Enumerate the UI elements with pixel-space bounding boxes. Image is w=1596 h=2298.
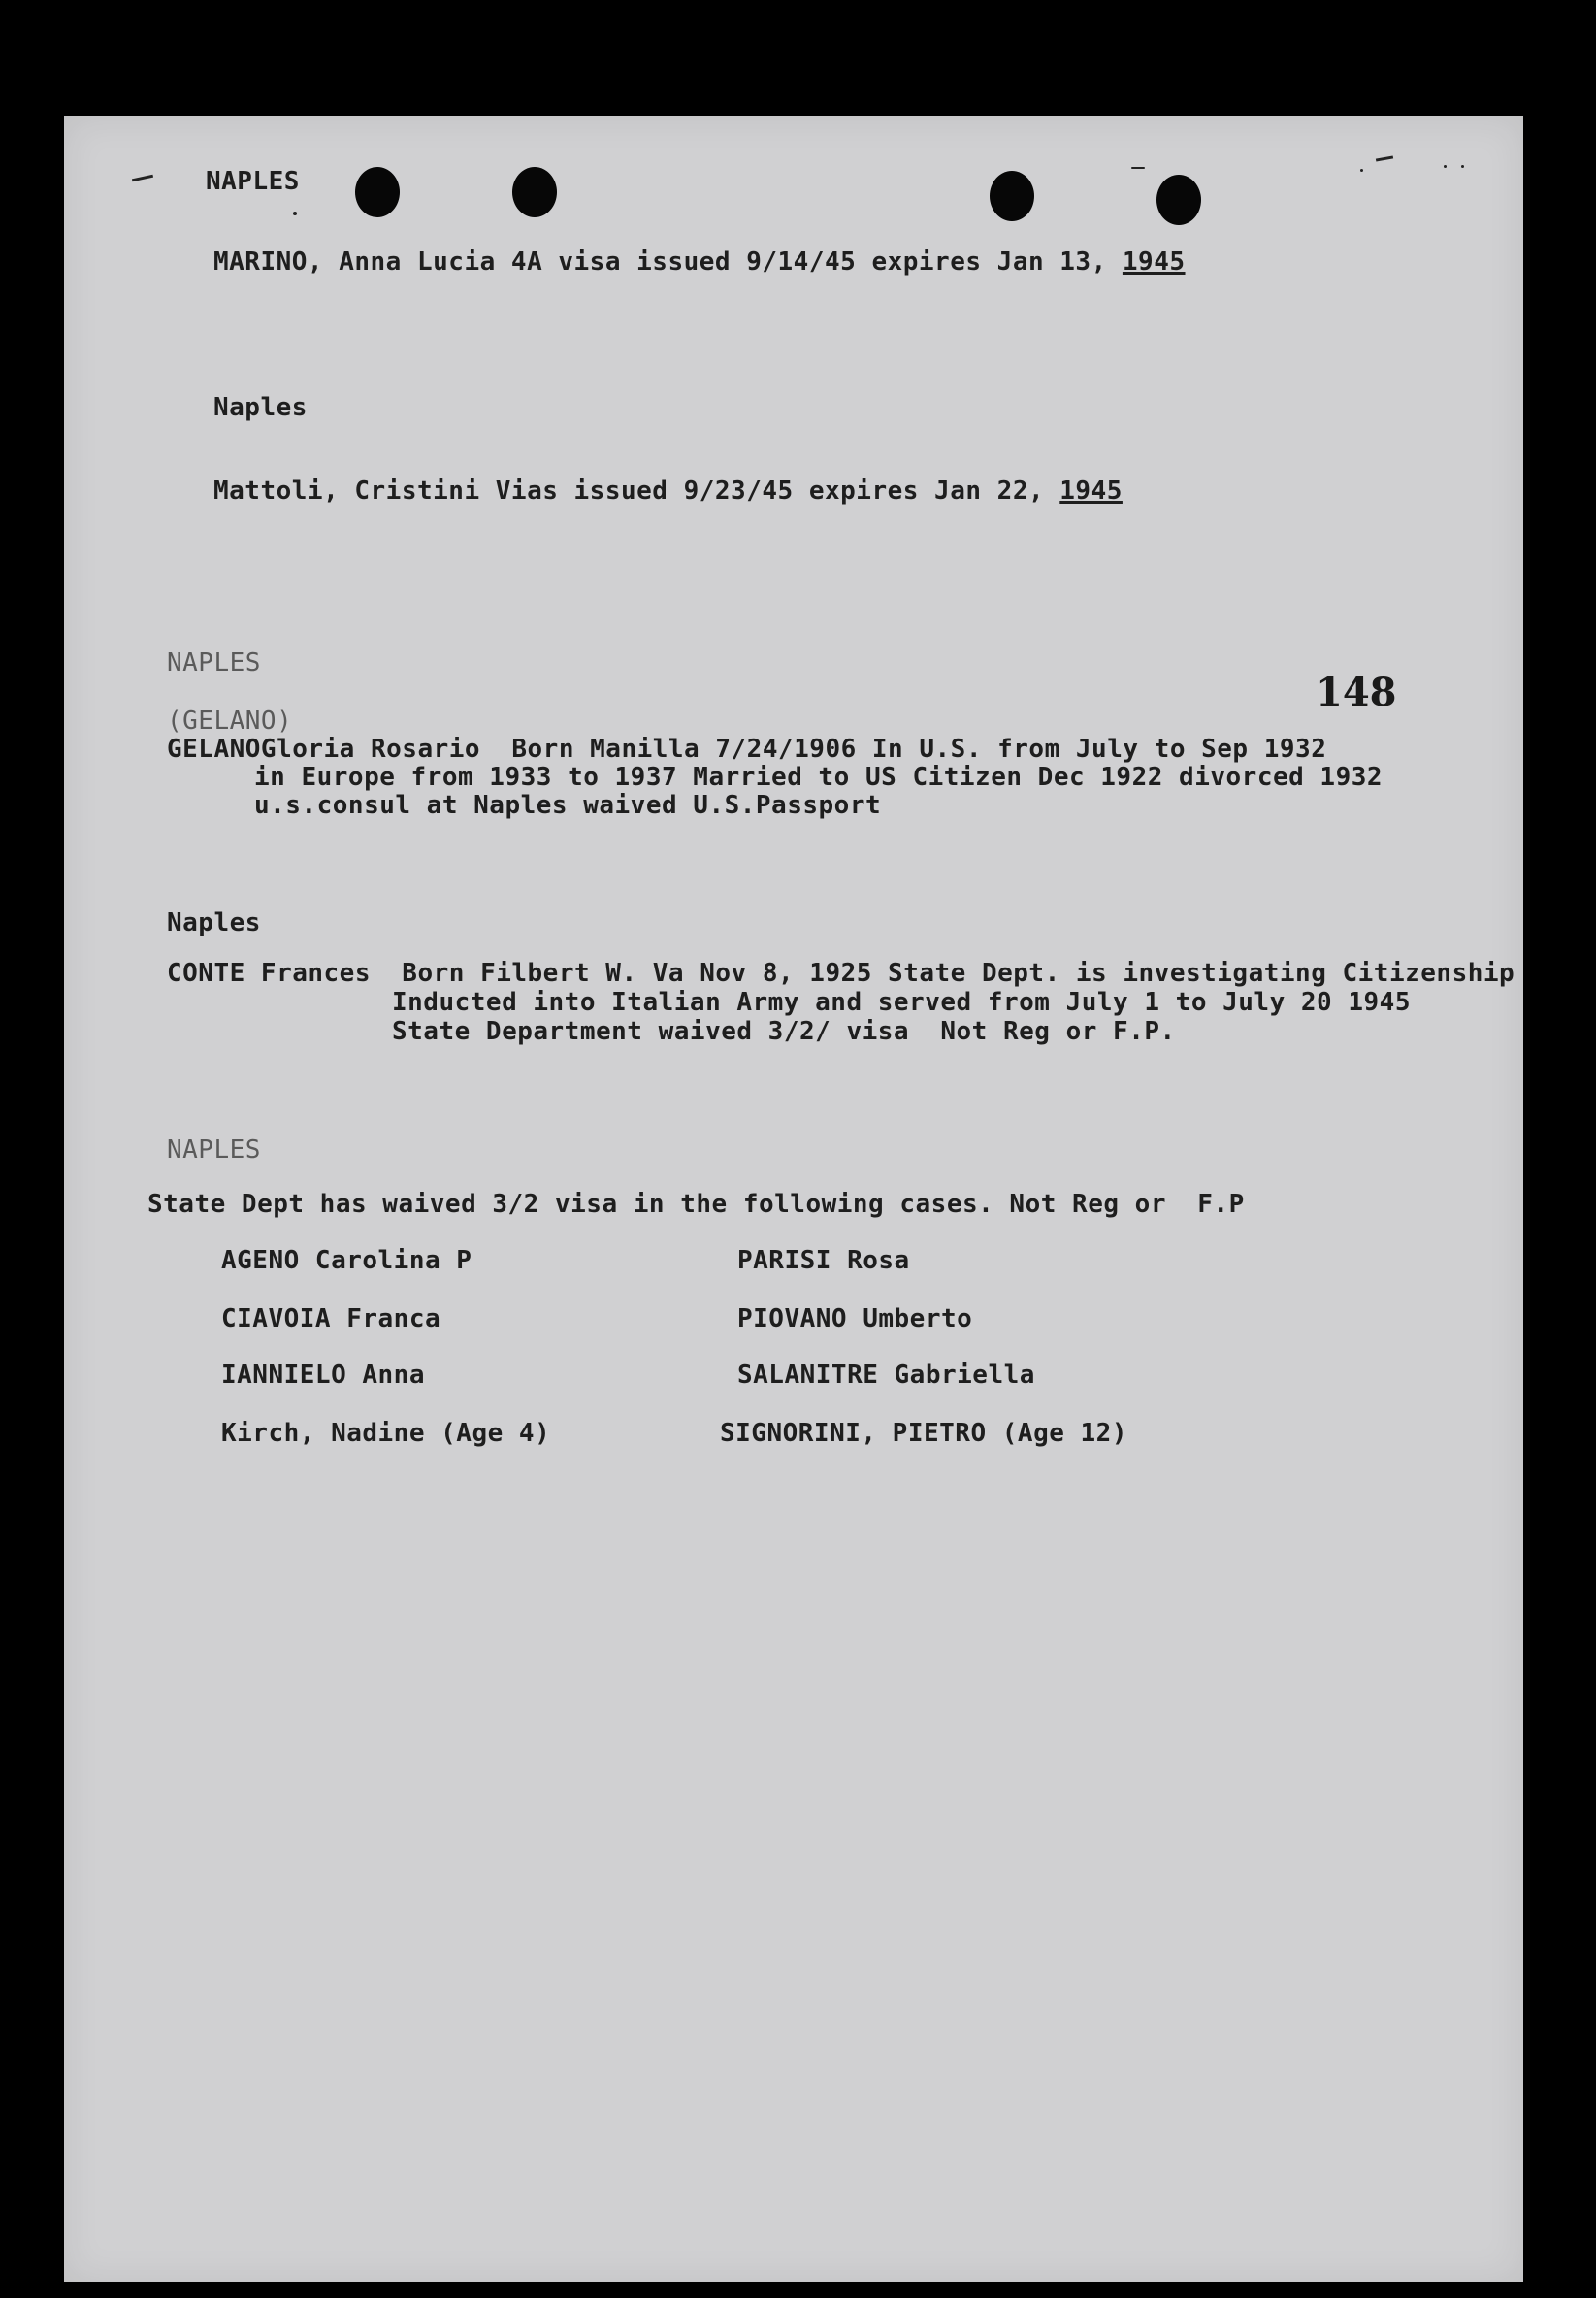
entry-alias: (GELANO) xyxy=(167,706,293,736)
name-item: CIAVOIA Franca xyxy=(221,1304,441,1333)
entry-line: u.s.consul at Naples waived U.S.Passport xyxy=(254,791,882,820)
entry-line: CONTE Frances Born Filbert W. Va Nov 8, 1925 State Dept. is investigating Citizenship xyxy=(167,959,1515,988)
entry-line: Inducted into Italian Army and served from July 1 to July 20 1945 xyxy=(392,988,1411,1017)
punch-hole xyxy=(990,171,1034,221)
speck xyxy=(1131,167,1145,169)
document-page xyxy=(64,116,1523,2282)
name-item: Kirch, Nadine (Age 4) xyxy=(221,1419,551,1448)
underlined-year: 1945 xyxy=(1122,247,1186,277)
punch-hole xyxy=(512,167,557,217)
entry-line xyxy=(213,247,1186,277)
name-item: PARISI Rosa xyxy=(737,1246,910,1275)
entry-line xyxy=(213,476,1123,506)
entry-heading: Naples xyxy=(167,908,261,937)
entry-heading: Naples xyxy=(213,393,308,422)
underlined-year: 1945 xyxy=(1059,476,1123,506)
name-item: SALANITRE Gabriella xyxy=(737,1361,1035,1390)
name-item: PIOVANO Umberto xyxy=(737,1304,973,1333)
entry-line: in Europe from 1933 to 1937 Married to US Citizen Dec 1922 divorced 1932 xyxy=(254,763,1384,792)
speck xyxy=(293,212,297,215)
speck xyxy=(1444,165,1447,168)
entry-line: GELANOGloria Rosario Born Manilla 7/24/1906 In U.S. from July to Sep 1932 xyxy=(167,735,1327,764)
entry-text: Mattoli, Cristini Vias issued 9/23/45 expires Jan 22, xyxy=(213,476,1060,506)
name-item: SIGNORINI, PIETRO (Age 12) xyxy=(720,1419,1127,1448)
entry-intro: State Dept has waived 3/2 visa in the following cases. Not Reg or F.P xyxy=(147,1190,1245,1219)
entry-heading: NAPLES xyxy=(167,648,261,677)
entry-heading: NAPLES xyxy=(167,1135,261,1165)
punch-hole xyxy=(355,167,400,217)
speck xyxy=(1461,165,1464,168)
entry-heading: NAPLES xyxy=(206,167,300,196)
punch-hole xyxy=(1156,175,1201,225)
pen-mark xyxy=(1376,155,1393,161)
pen-mark xyxy=(132,175,153,182)
name-item: AGENO Carolina P xyxy=(221,1246,472,1275)
entry-text: MARINO, Anna Lucia 4A visa issued 9/14/45 expires Jan 13, xyxy=(213,247,1123,277)
speck xyxy=(1360,169,1363,172)
entry-line: State Department waived 3/2/ visa Not Reg or F.P. xyxy=(392,1017,1176,1046)
page-number: 148 xyxy=(1316,670,1397,715)
name-item: IANNIELO Anna xyxy=(221,1361,425,1390)
